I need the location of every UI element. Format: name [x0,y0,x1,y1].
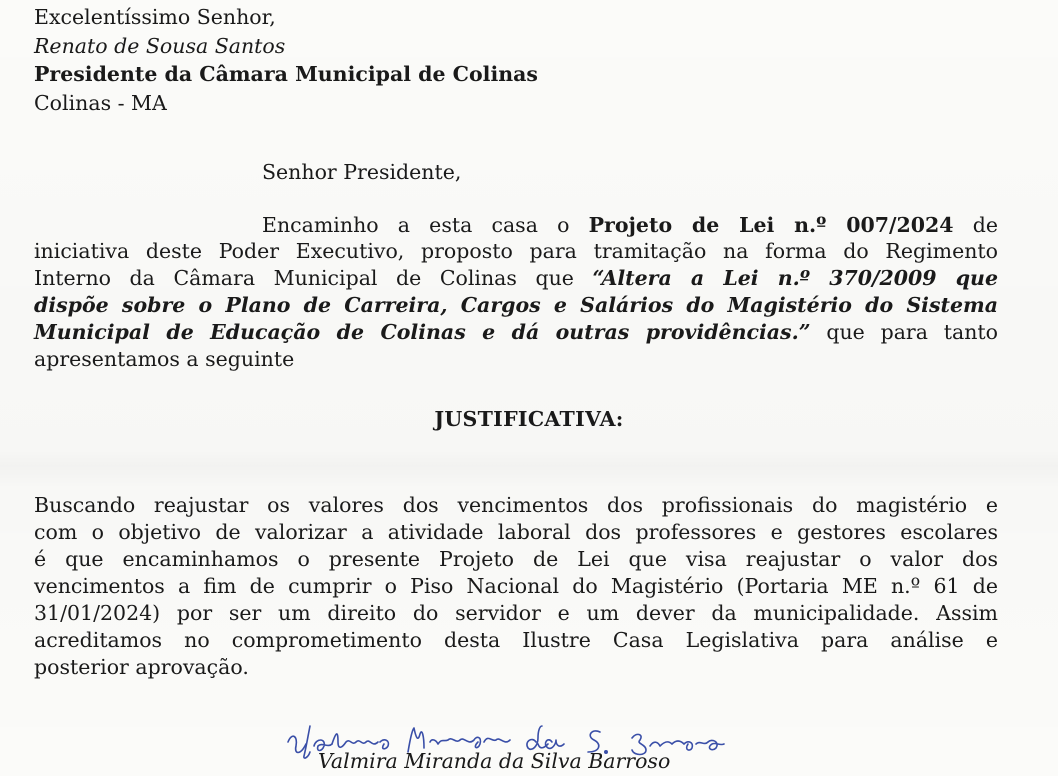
intro-line-5 [34,319,998,345]
justification-line: acreditamos no comprometimento desta Ilustre Casa Legislativa para análise e [34,628,998,652]
law-title-part-2: dispõe sobre o Plano de Carreira, Cargos e Salários do Magistério do Sistema [34,293,998,317]
justification-line: Buscando reajustar os valores dos vencimentos dos profissionais do magistério e [34,493,998,517]
signer-printed-name: Valmira Miranda da Silva Barroso [318,749,671,773]
intro-line-6: apresentamos a seguinte [34,347,295,371]
intro-line-5-end: que para tanto [810,320,998,344]
intro-line-3-text: Interno da Câmara Municipal de Colinas que [34,266,593,290]
justification-line: vencimentos a fim de cumprir o Piso Nacional do Magistério (Portaria ME n.º 61 de [34,574,998,598]
addressee-name: Renato de Sousa Santos [34,34,286,58]
intro-line-2: iniciativa deste Poder Executivo, proposto para tramitação na forma do Regimento [34,239,998,263]
law-title-part-3: Municipal de Educação de Colinas e dá outras providências.” [34,320,811,344]
law-title-part-1: “Altera a Lei n.º 370/2009 que [592,266,998,290]
justification-heading: JUSTIFICATIVA: [434,407,624,431]
justification-line: 31/01/2024) por ser um direito do servidor e um dever da municipalidade. Assim [34,601,998,625]
intro-line-1 [262,212,998,238]
greeting: Senhor Presidente, [262,160,462,184]
justification-line: com o objetivo de valorizar a atividade laboral dos professores e gestores escolares [34,520,998,544]
addressee-location: Colinas - MA [34,91,167,115]
addressee-position: Presidente da Câmara Municipal de Colinas [34,62,538,86]
intro-line-3 [34,265,998,291]
intro-line-1-text: Encaminho a esta casa o [262,213,589,237]
justification-line: posterior aprovação. [34,655,249,679]
addressee-salutation: Excelentíssimo Senhor, [34,5,276,29]
intro-line-1-end: de [953,213,998,237]
bill-number: Projeto de Lei n.º 007/2024 [588,213,954,237]
justification-line: é que encaminhamos o presente Projeto de Lei que visa reajustar o valor dos [34,547,998,571]
